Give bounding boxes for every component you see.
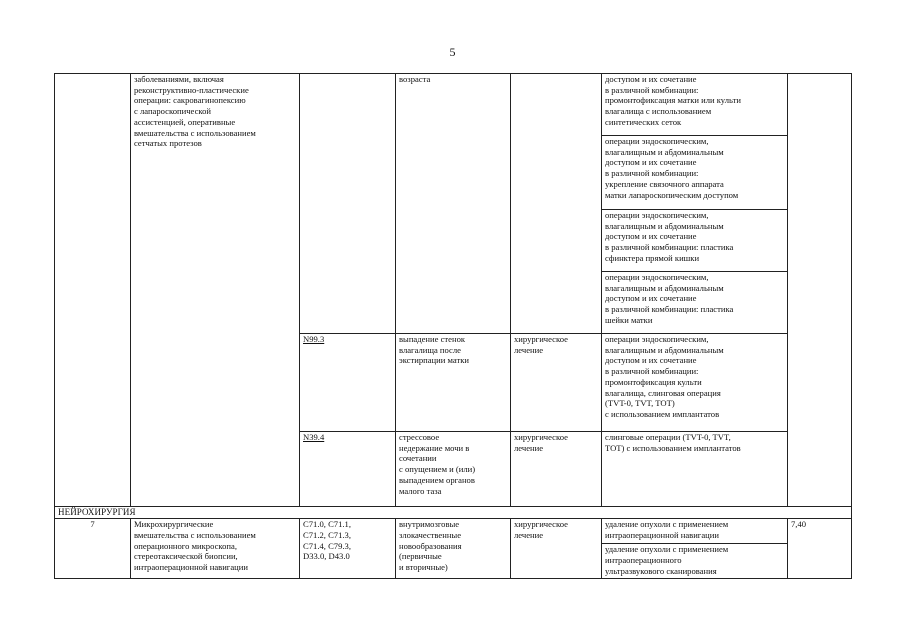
method-cell: удаление опухоли с применением интраоперационного ультразвукового сканирования xyxy=(602,544,788,579)
method-cell: слинговые операции (TVT-0, TVT, TOT) с использованием имплантатов xyxy=(602,432,788,507)
treatment-type-cell: хирургическое лечение xyxy=(511,334,602,432)
procedure-name-cell: заболеваниями, включая реконструктивно-пластические операции: сакровагинопексию с лапароскопической ассистенцией, оперативные вмешательства с использованием сетчатых протезов xyxy=(131,74,300,507)
method-cell: удаление опухоли с применением интраоперационной навигации xyxy=(602,519,788,544)
patient-model-cell: внутримозговые злокачественные новообразования (первичные и вторичные) xyxy=(396,519,511,579)
procedures-table xyxy=(54,73,852,579)
patient-model-cell: стрессовое недержание мочи в сочетании с опущением и (или) выпадением органов малого таза xyxy=(396,432,511,507)
number-cell-empty xyxy=(55,74,131,507)
cost-cell: 7,40 xyxy=(788,519,852,579)
treatment-cell-empty xyxy=(511,74,602,334)
treatment-type-cell: хирургическое лечение xyxy=(511,519,602,579)
continued-row-1 xyxy=(55,74,852,136)
patient-model-cell: возраста xyxy=(396,74,511,334)
page-number: 5 xyxy=(449,45,456,59)
procedure-name-cell: Микрохирургические вмешательства с использованием операционного микроскопа, стереотаксической биопсии, интраоперационной навигации xyxy=(131,519,300,579)
section-row xyxy=(55,507,852,519)
section-heading: НЕЙРОХИРУРГИЯ xyxy=(55,507,852,519)
treatment-type-cell: хирургическое лечение xyxy=(511,432,602,507)
row-7 xyxy=(55,519,852,544)
cost-cell-empty xyxy=(788,74,852,507)
diagnosis-code-cell: N39.4 xyxy=(300,432,396,507)
diagnosis-code-cell: N99.3 xyxy=(300,334,396,432)
method-cell: операции эндоскопическим, влагалищным и абдоминальным доступом и их сочетание в различной комбинации: пластика шейки матки xyxy=(602,272,788,334)
codes-cell-empty xyxy=(300,74,396,334)
row-number-cell: 7 xyxy=(55,519,131,579)
method-cell: операции эндоскопическим, влагалищным и абдоминальным доступом и их сочетание в различной комбинации: промонтофиксация культи влагалища, слинговая операция (TVT-0, TVT, TOT) с использованием имплантатов xyxy=(602,334,788,432)
diagnosis-codes-cell: C71.0, C71.1, C71.2, C71.3, C71.4, C79.3, D33.0, D43.0 xyxy=(300,519,396,579)
method-cell: операции эндоскопическим, влагалищным и абдоминальным доступом и их сочетание в различной комбинации: пластика сфинктера прямой кишки xyxy=(602,210,788,272)
method-cell: операции эндоскопическим, влагалищным и абдоминальным доступом и их сочетание в различной комбинации: укрепление связочного аппарата матки лапароскопическим доступом xyxy=(602,136,788,210)
patient-model-cell: выпадение стенок влагалища после экстирпации матки xyxy=(396,334,511,432)
method-cell: доступом и их сочетание в различной комбинации: промонтофиксация матки или культи влагалища с использованием синтетических сеток xyxy=(602,74,788,136)
